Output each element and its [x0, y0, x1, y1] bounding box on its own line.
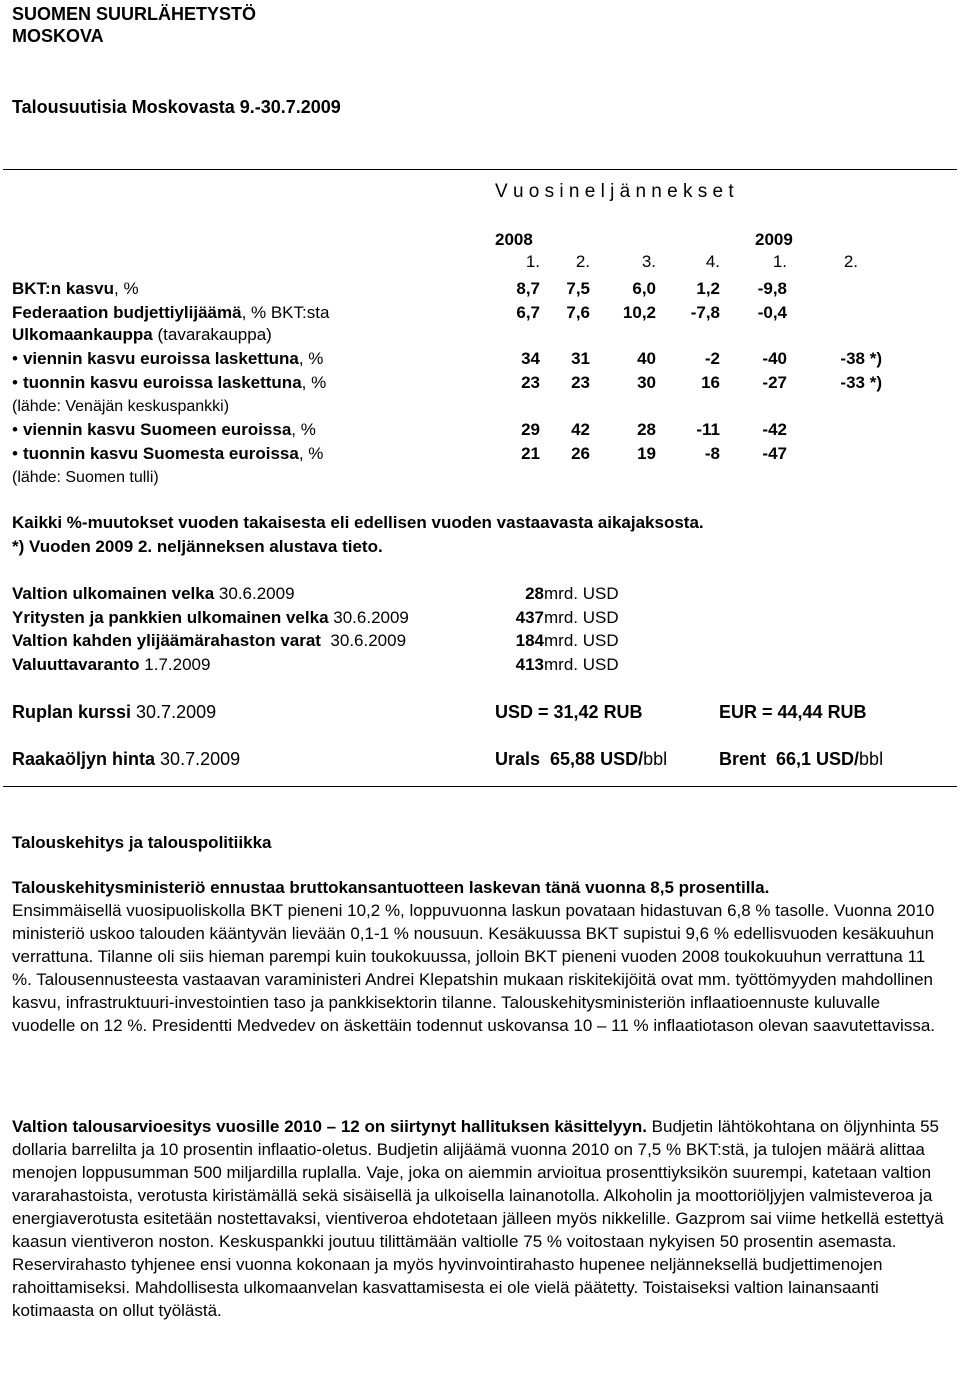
table-cell: -40 [762, 349, 787, 368]
section-heading: Talouskehitys ja talouspolitiikka [12, 833, 272, 852]
table-cell: 19 [637, 444, 656, 463]
table-cell: 6,7 [516, 303, 540, 322]
row-label-suffix: , % [301, 373, 327, 392]
debt-amount: 28 [525, 584, 544, 603]
year-2008: 2008 [495, 230, 533, 249]
table-cell: 23 [571, 373, 590, 392]
brent-price: Brent 66,1 USD/ [719, 749, 860, 769]
table-cell: 23 [521, 373, 540, 392]
debt-amount: 184 [515, 631, 544, 650]
paragraph [12, 876, 947, 1037]
table-cell: 8,7 [516, 279, 540, 298]
row-label-suffix: , % [291, 420, 316, 439]
quarter-label: 2. [843, 252, 858, 271]
row-label-suffix: , % BKT:sta [241, 303, 330, 322]
table-cell: -2 [704, 349, 720, 368]
row-label: Ulkomaankauppa [12, 325, 153, 344]
row-label: BKT:n kasvu [12, 279, 115, 298]
table-cell: -0,4 [757, 303, 787, 322]
oil-date: 30.7.2009 [155, 749, 241, 769]
paragraph-body: Budjetin lähtökohtana on öljynhinta 55 dollaria barrelilta ja 10 prosentin inflaatio-oletus. Budjetin alijäämä vuonna 2010 on 7,5 % BKT:stä, ja tulojen määrä alittaa menojen loppusumman 500 miljardilla ruplalla. Vaje, joka on aiemmin arvioitua prosenttiyksikön suurempi, katetaan valtion vararahastoista, verotusta kiristämällä sekä sisäisellä ja ulkoisella lainanotolla. Alkoholin ja moottoriöljyjen valmisteveroa ja energiaverotusta esitetään nostettavaksi, vientiveroa ehdotetaan jälleen myös nikkelille. Gazprom sai viime hetkellä estettyä kaasun vientiveron noston. Keskuspankki joutuu tilittämään valtiolle 75 % voitostaan nykyisen 50 prosentin asemasta. Reservirahasto tyhjenee ensi vuonna kokonaan ja myös hyvinvointirahasto hupenee neljänneksellä budjettimenojen rahoittamiseksi. Mahdollisesta ulkomaanvelan kasvattamisesta ei ole vielä päätetty. Toistaiseksi valtion lainansaanti kotimaasta on ollut työlästä. [12, 1117, 944, 1320]
table-cell: -11 [696, 420, 720, 439]
paragraph [12, 1115, 947, 1322]
table-cell: 30 [637, 373, 656, 392]
quarter-label: 4. [705, 252, 720, 271]
debt-date: 30.6.2009 [320, 631, 407, 650]
quarter-label: 2. [575, 252, 590, 271]
paragraph-lead: Valtion talousarvioesitys vuosille 2010 – 12 on siirtynyt hallituksen käsittelyyn. [12, 1117, 647, 1136]
ruble-date: 30.7.2009 [131, 702, 217, 722]
table-cell: 7,5 [566, 279, 590, 298]
table-cell: 34 [521, 349, 540, 368]
table-cell: 28 [637, 420, 656, 439]
quarter-label: 1. [772, 252, 787, 271]
row-label-suffix: , % [298, 444, 324, 463]
debt-unit: mrd. USD [544, 631, 619, 650]
debt-amount: 437 [515, 608, 544, 627]
oil-label: Raakaöljyn hinta [12, 749, 156, 769]
debt-date: 1.7.2009 [139, 655, 211, 674]
quarter-label: 1. [525, 252, 540, 271]
row-label: tuonnin kasvu Suomesta euroissa [22, 444, 299, 463]
table-cell: -8 [704, 444, 720, 463]
table-cell: 6,0 [632, 279, 656, 298]
row-label-suffix: , % [114, 279, 139, 298]
table-cell: -33 *) [840, 373, 882, 392]
debt-label: Valtion ulkomainen velka [12, 584, 215, 603]
urals-unit: bbl [643, 749, 668, 769]
table-cell: 31 [571, 349, 590, 368]
notes-line: Kaikki %-muutokset vuoden takaisesta eli edellisen vuoden vastaavasta aikajaksosta. [12, 513, 704, 532]
brent-unit: bbl [859, 749, 884, 769]
eur-rate: EUR = 44,44 RUB [719, 702, 867, 722]
debt-label: Valtion kahden ylijäämärahaston varat [12, 631, 321, 650]
year-2009: 2009 [755, 230, 793, 249]
table-cell: -9,8 [757, 279, 787, 298]
table-cell: 29 [521, 420, 540, 439]
quarters-heading: V u o s i n e l j ä n n e k s e t [495, 181, 734, 202]
paragraph-body: Ensimmäisellä vuosipuoliskolla BKT pieneni 10,2 %, loppuvuonna laskun povataan hidastuvan 6,8 % tasolle. Vuonna 2010 ministeriö uskoo talouden kääntyvän lievään 0,1-1 % nousuun. Kesäkuussa BKT supistui 9,6 % edellisvuoden kesäkuuhun verrattuna. Tilanne oli siis hieman parempi kuin toukokuussa, jolloin BKT pieneni vuoden 2008 toukokuuhun verrattuna 11 %. Talousennusteesta vastaavan varaministeri Andrei Klepatshin mukaan riskitekijöitä ovat mm. työttömyyden mahdollinen kasvu, infrastruktuuri-investointien taso ja pankkisektorin tilanne. Talouskehitysministeriön inflaatioennuste kuluvalle vuodelle on 12 %. Presidentti Medvedev on äskettäin todennut uskovansa 10 – 11 % inflaatiotason olevan saavutettavissa. [12, 901, 936, 1035]
debt-date: 30.6.2009 [328, 608, 409, 627]
table-cell: 16 [701, 373, 720, 392]
table-cell: 7,6 [566, 303, 590, 322]
usd-rate: USD = 31,42 RUB [495, 702, 643, 722]
notes-footnote: *) Vuoden 2009 2. neljänneksen alustava tieto. [12, 537, 383, 556]
table-cell: 21 [521, 444, 540, 463]
table-cell: 1,2 [696, 279, 720, 298]
row-label: viennin kasvu Suomeen euroissa [22, 420, 292, 439]
debt-unit: mrd. USD [544, 608, 619, 627]
page-title: Talousuutisia Moskovasta 9.-30.7.2009 [12, 97, 341, 117]
paragraph-lead: Talouskehitysministeriö ennustaa bruttokansantuotteen laskevan tänä vuonna 8,5 prosentilla. [12, 878, 770, 897]
row-label-suffix: , % [298, 349, 324, 368]
table-cell: -7,8 [690, 303, 720, 322]
box-top-border [3, 169, 957, 170]
row-label-suffix: (tavarakauppa) [152, 325, 272, 344]
table-cell: -47 [762, 444, 787, 463]
debt-date: 30.6.2009 [214, 584, 295, 603]
organization-city: MOSKOVA [12, 26, 104, 46]
table-cell: 10,2 [622, 303, 656, 322]
urals-price: Urals 65,88 USD/ [495, 749, 644, 769]
table-cell: 40 [637, 349, 656, 368]
row-label: tuonnin kasvu euroissa laskettuna [22, 373, 302, 392]
quarter-label: 3. [641, 252, 656, 271]
debt-label: Valuuttavaranto [12, 655, 140, 674]
table-cell: -27 [762, 373, 787, 392]
table-cell: -38 *) [840, 349, 882, 368]
box-bottom-border [3, 786, 957, 787]
table-cell: -42 [762, 420, 787, 439]
table-cell: 42 [571, 420, 590, 439]
source-note: (lähde: Suomen tulli) [12, 469, 159, 486]
row-label: Federaation budjettiylijäämä [12, 303, 242, 322]
ruble-label: Ruplan kurssi [12, 702, 132, 722]
table-cell: 26 [571, 444, 590, 463]
organization-name: SUOMEN SUURLÄHETYSTÖ [12, 4, 257, 24]
debt-label: Yritysten ja pankkien ulkomainen velka [12, 608, 329, 627]
source-note: (lähde: Venäjän keskuspankki) [12, 398, 230, 415]
debt-unit: mrd. USD [544, 584, 619, 603]
debt-unit: mrd. USD [544, 655, 619, 674]
debt-amount: 413 [515, 655, 544, 674]
row-label: viennin kasvu euroissa laskettuna [22, 349, 299, 368]
